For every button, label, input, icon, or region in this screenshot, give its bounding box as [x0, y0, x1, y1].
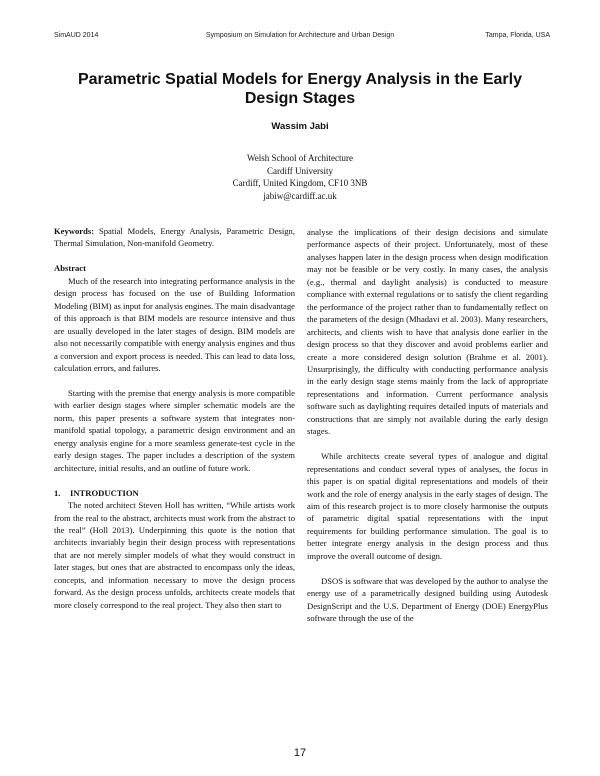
introduction-paragraph-1: The noted architect Steven Holl has written, “While artists work from the real to the abstract, architects must work from the abstract to the real” (Holl 2013). Underpinning this quote is the notion that architects invariably begin their design process with representations that are not merely simpler models of what they would construct in later stages, but ones that are abstracted to encompass only the ideas, concepts, and information necessary to move the design process forward. As the design process unfolds, architects create models that more closely correspond to the real project. They also then start to: [54, 500, 295, 610]
body-paragraph-continued: analyse the implications of their design decisions and simulate performance aspects of their project. Unfortunately, most of these analyses happen later in the design process when design modification may not be feasible or be very costly. In many cases, the analysis (e.g., thermal and daylight analysis) is conducted to measure compliance with external regulations or to satisfy the client regarding the performance of the project rather than to fundamentally reflect on the parameters of the design (Mhadavi et al. 2003). Many researchers, architects, and clients wish to have that analysis done earlier in the design process so that they discover and avoid problems earlier and create a more considered design solution (Brahme et al. 2001). Unsurprisingly, the difficulty with conducting performance analysis in the early design stage stems mainly from the lack of appropriate representations and information. Current performance analysis software such as daylighting requires detailed inputs of materials and constructions that are simply not available during the early design stages.: [307, 227, 548, 437]
running-header: [0, 32, 600, 44]
keywords-text: Spatial Models, Energy Analysis, Parametric Design, Thermal Simulation, Non-manifold Geometry.: [54, 226, 295, 249]
header-symposium: Symposium on Simulation for Architecture and Urban Design: [205, 32, 395, 39]
keywords: [54, 225, 295, 250]
abstract-paragraph-1: Much of the research into integrating performance analysis in the design process has focused on the use of Building Information Modeling (BIM) as input for analysis engines. The main disadvantage of this approach is that BIM models are resource intensive and thus are usually developed in the later stages of design. BIM models are also not necessarily compatible with energy analysis engines and thus a conversion and export process is needed. This can lead to data loss, calculation errors, and failures.: [54, 275, 295, 374]
abstract-heading: Abstract: [54, 263, 86, 274]
body-paragraph-2: While architects create several types of analogue and digital representations and conduct several types of analyses, the focus in this paper is on spatial digital representations and models of their work and the role of energy analysis in the early stages of design. The aim of this research project is to more closely harmonise the outputs of parametric digital spatial representations with the input requirements for building performance simulation. The goal is to better integrate energy analysis in the design process and thus improve the overall outcome of design.: [307, 451, 548, 561]
right-column: [307, 226, 548, 625]
affiliation-address: Cardiff, United Kingdom, CF10 3NB: [232, 178, 368, 188]
affiliation-university: Cardiff University: [266, 165, 334, 176]
keywords-label: Keywords:: [54, 226, 95, 236]
left-column: [54, 225, 295, 611]
section-number: 1.: [54, 487, 61, 498]
body-paragraph-3: DSOS is software that was developed by the author to analyse the energy use of a parametrically designed building using Autodesk DesignScript and the U.S. Department of Energy (DOE) EnergyPlus software through the use of the: [307, 575, 548, 624]
header-conference: SimAUD 2014: [54, 32, 99, 39]
paper-title: Parametric Spatial Models for Energy Analysis in the Early Design Stages: [77, 71, 522, 107]
affiliation-school: Welsh School of Architecture: [247, 153, 353, 163]
affiliation-block: [0, 152, 600, 202]
header-location: Tampa, Florida, USA: [485, 32, 550, 39]
section-title: INTRODUCTION: [70, 487, 139, 498]
author-name: Wassim Jabi: [271, 121, 329, 132]
abstract-paragraph-2: Starting with the premise that energy analysis is more compatible with earlier design stages where simpler schematic models are the norm, this paper presents a software system that integrates non-manifold spatial topology, a parametric design environment and an energy analysis engine for a more seamless generate-test cycle in the early design stages. The paper includes a description of the system architecture, initial results, and an outline of future work.: [54, 387, 295, 473]
introduction-heading: [54, 487, 295, 499]
page-number: 17: [293, 747, 307, 759]
affiliation-email: jabiw@cardiff.ac.uk: [263, 190, 337, 201]
